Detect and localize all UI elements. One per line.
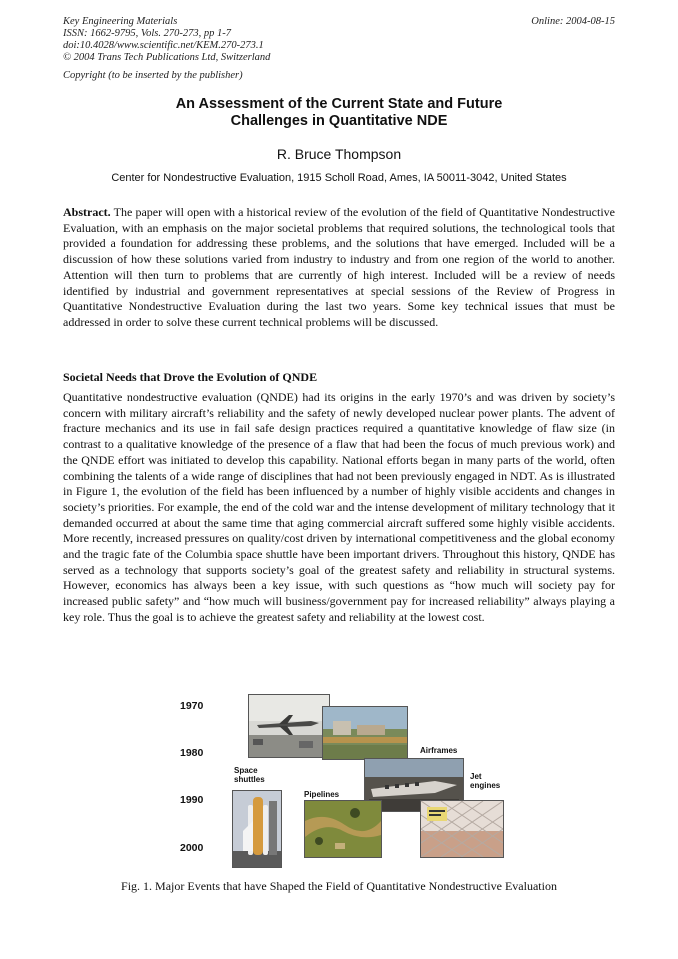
section-paragraph: Quantitative nondestructive evaluation (QNDE) had its origins in the early 1970’s and was driven by society’s concern with military aircraft’s reliability and the safety of newly developed nuclear power plants. The advent of fracture mechanics and its use in fail safe design practices required a quantitative knowledge of flaw size (in contrast to a qualitative knowledge of the presence of a flaw that had been the focus of much previous work) and the QNDE effort was initiated to develop this capability. National efforts began in many parts of the world, often combining the talents of a wide range of disciplines that had not been previously engaged in NDT. As is illustrated in Figure 1, the evolution of the field has been influenced by a number of highly visible accidents and changes in society’s priorities. For example, the end of the cold war and the intense development of military technology that it demanded occurred at about the same time that aging commercial aircraft suffered some highly visible accidents. More recently, increased pressures on quality/cost driven by international competitiveness and the global economy and the tragic fate of the Columbia space shuttle have been important drivers. Throughout this history, QNDE has served as a technology that supports society’s goal of the greatest safety and reliability in structural systems. However, economics has always been a key issue, with such questions as “how much will society pay for increased public safety” and “how much will business/government pay for increased reliability” always playing a key role. Thus the goal is to achieve the greatest safety and reliability at the lowest cost.: [63, 390, 615, 624]
pipelines-photo: [304, 800, 382, 858]
year-label-1980: 1980: [180, 747, 204, 759]
space-shuttles-label: Space shuttles: [234, 766, 265, 784]
jet-engines-photo: [420, 800, 504, 858]
journal-issn: ISSN: 1662-9795, Vols. 270-273, pp 1-7: [63, 28, 231, 39]
abstract: [63, 205, 615, 331]
online-date: Online: 2004-08-15: [531, 16, 615, 27]
title-line-2: Challenges in Quantitative NDE: [230, 113, 448, 129]
paper-title: [60, 96, 618, 130]
section-heading: Societal Needs that Drove the Evolution of QNDE: [63, 370, 318, 384]
copyright-note: Copyright (to be inserted by the publisher): [63, 70, 243, 81]
aircraft-airfield-photo: [248, 694, 330, 758]
jet-engines-label: Jet engines: [470, 772, 501, 790]
figure-1: [176, 690, 516, 870]
abstract-label: Abstract.: [63, 205, 111, 219]
abstract-text: The paper will open with a historical review of the evolution of the field of Quantitative Nondestructive Evaluation, with an emphasis on the major societal problems that required solutions, the technological tools that provided a foundation for addressing these problems, and the solutions that have emerged. Included will be a discussion of how these solutions varied from industry to industry and from one region of the world to another. Attention will then turn to problems that are currently of high interest. Included will be a review of needs identified by industrial and government representatives at special sessions of the Review of Progress in Quantitative Nondestructive Evaluation during the last two years. Some key technical issues that must be addressed in order to solve these current technical problems will be discussed.: [63, 205, 615, 329]
year-label-2000: 2000: [180, 842, 204, 854]
journal-name: Key Engineering Materials: [63, 16, 178, 27]
figure-caption: Fig. 1. Major Events that have Shaped the Field of Quantitative Nondestructive Evaluation: [121, 879, 557, 893]
author-name: R. Bruce Thompson: [276, 146, 402, 162]
journal-doi: doi:10.4028/www.scientific.net/KEM.270-273.1: [63, 40, 264, 51]
journal-header: [63, 16, 270, 64]
airframes-label: Airframes: [420, 746, 458, 755]
journal-publisher: © 2004 Trans Tech Publications Ltd, Switzerland: [63, 52, 271, 63]
title-line-1: An Assessment of the Current State and Future: [175, 96, 503, 112]
space-shuttle-photo: [232, 790, 282, 868]
author-affiliation: Center for Nondestructive Evaluation, 1915 Scholl Road, Ames, IA 50011-3042, United States: [111, 172, 567, 184]
year-label-1990: 1990: [180, 794, 204, 806]
year-label-1970: 1970: [180, 700, 204, 712]
pipelines-label: Pipelines: [304, 790, 340, 799]
nuclear-plant-photo: [322, 706, 408, 760]
